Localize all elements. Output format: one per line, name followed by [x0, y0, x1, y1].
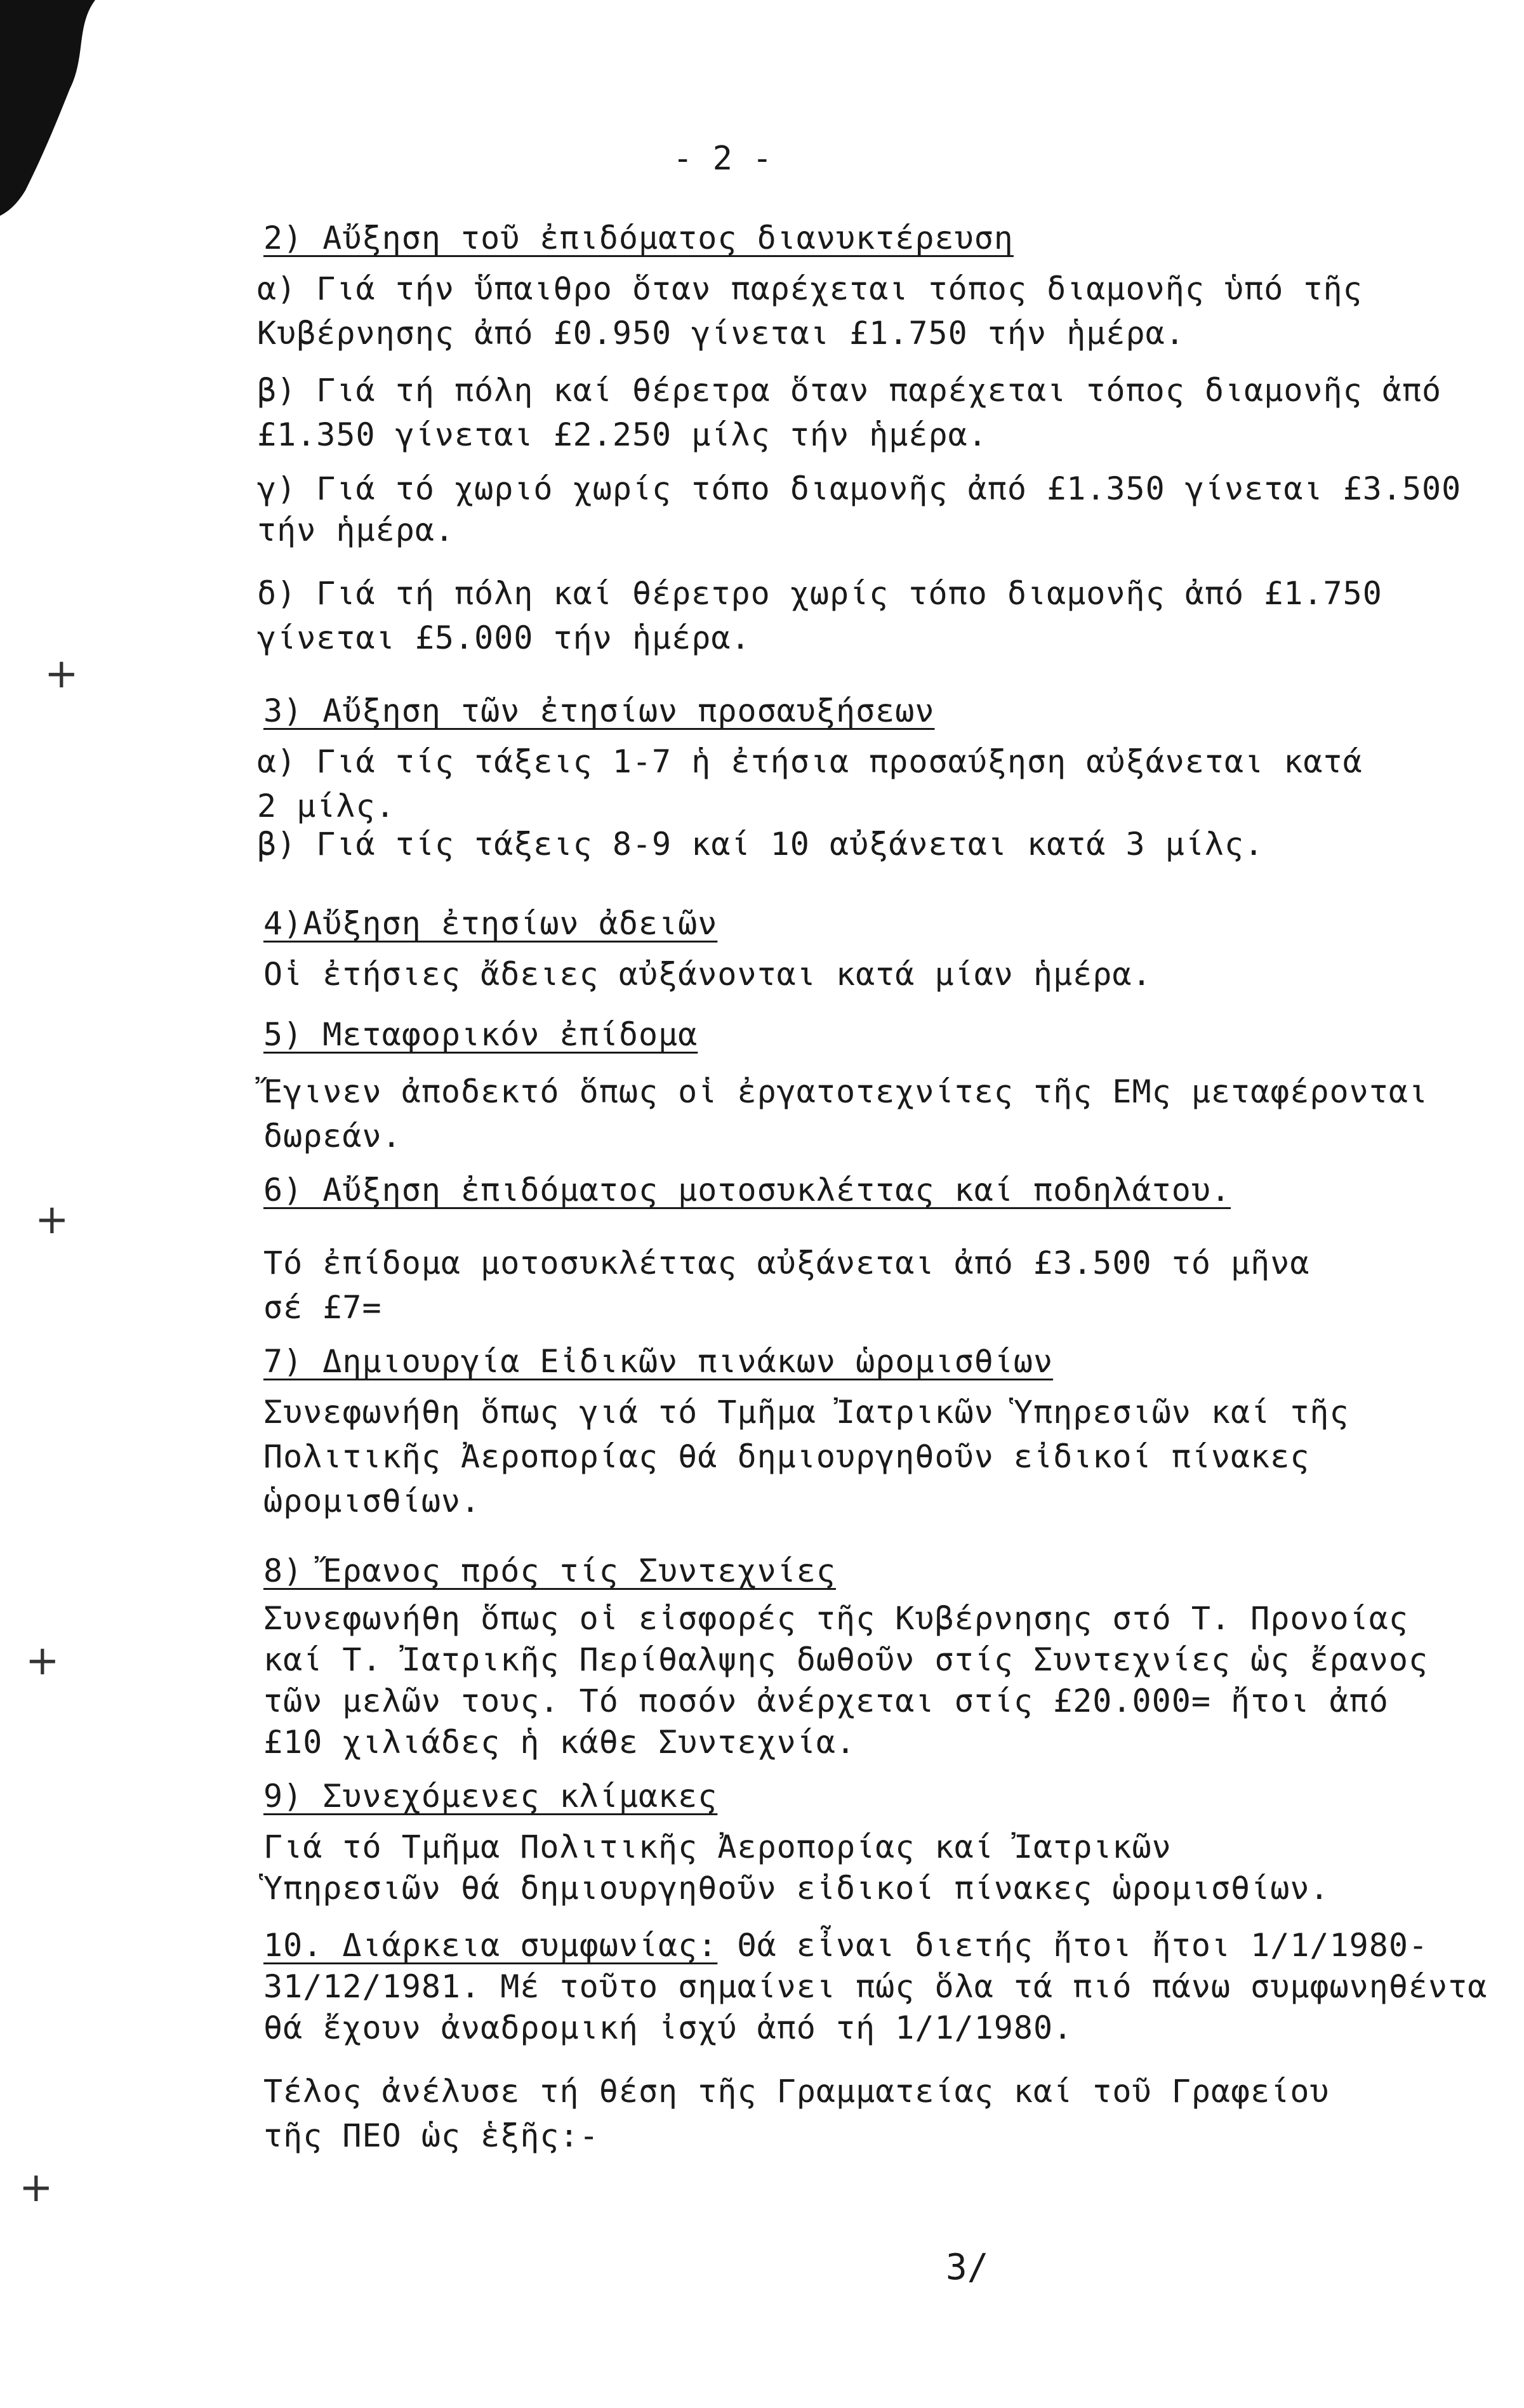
section-5-paragraph-line-1: Ἔγινεν ἀποδεκτό ὅπως οἱ ἐργατοτεχνίτες τῆς ΕΜς μεταφέρονται — [263, 1073, 1429, 1110]
section-2-item-b-line-2: £1.350 γίνεται £2.250 μίλς τήν ἡμέρα. — [257, 416, 988, 453]
section-7-paragraph-line-2: Πολιτικῆς Ἀεροπορίας θά δημιουργηθοῦν εἰδικοί πίνακες — [263, 1438, 1310, 1475]
section-9-paragraph-line-2: Ὑπηρεσιῶν θά δημιουργηθοῦν εἰδικοί πίνακες ὡρομισθίων. — [263, 1870, 1330, 1907]
section-6-paragraph-line-2: σέ £7= — [263, 1289, 382, 1326]
margin-mark-1: + — [44, 651, 79, 698]
section-2-item-d-line-1: δ) Γιά τή πόλη καί θέρετρο χωρίς τόπο διαμονῆς ἀπό £1.750 — [257, 575, 1382, 612]
corner-ink-blot — [0, 0, 102, 216]
closing-line-1: Τέλος ἀνέλυσε τή θέση τῆς Γραμματείας καί τοῦ Γραφείου — [263, 2073, 1330, 2110]
section-2-item-a-line-2: Κυβέρνησης ἀπό £0.950 γίνεται £1.750 τήν ἡμέρα. — [257, 315, 1185, 352]
margin-mark-3: + — [25, 1637, 60, 1684]
section-2-item-a-line-1: α) Γιά τήν ὕπαιθρο ὅταν παρέχεται τόπος διαμονῆς ὑπό τῆς — [257, 270, 1363, 307]
section-8-paragraph-line-1: Συνεφωνήθη ὅπως οἱ εἰσφορές τῆς Κυβέρνησης στό Τ. Προνοίας — [263, 1600, 1408, 1637]
section-7-heading: 7) Δημιουργία Εἰδικῶν πινάκων ὡρομισθίων — [263, 1343, 1054, 1380]
section-2-item-b-line-1: β) Γιά τή πόλη καί θέρετρα ὅταν παρέχεται τόπος διαμονῆς ἀπό — [257, 372, 1442, 409]
agreement-heading: 10. Διάρκεια συμφωνίας: — [263, 1927, 718, 1964]
section-3-heading: 3) Αὔξηση τῶν ἐτησίων προσαυξήσεων — [263, 692, 935, 729]
section-3-item-a-line-1: α) Γιά τίς τάξεις 1-7 ἡ ἐτήσια προσαύξηση αὐξάνεται κατά — [257, 743, 1363, 780]
section-2-item-c-line-2: τήν ἡμέρα. — [257, 512, 455, 548]
section-2-heading: 2) Αὔξηση τοῦ ἐπιδόματος διανυκτέρευση — [263, 220, 1014, 256]
margin-mark-2: + — [35, 1196, 69, 1243]
agreement-first-line-rest: Θά εἶναι διετής ἤτοι ἤτοι 1/1/1980- — [717, 1927, 1429, 1964]
section-8-paragraph-line-2: καί Τ. Ἰατρικῆς Περίθαλψης δωθοῦν στίς Συντεχνίες ὡς ἔρανος — [263, 1641, 1429, 1678]
agreement-first-line — [263, 1926, 1428, 1964]
section-8-paragraph-line-4: £10 χιλιάδες ἡ κάθε Συντεχνία. — [263, 1724, 856, 1761]
agreement-line-2: 31/12/1981. Μέ τοῦτο σημαίνει πώς ὅλα τά πιό πάνω συμφωνηθέντα — [263, 1968, 1488, 2005]
agreement-line-3: θά ἔχουν ἀναδρομική ἰσχύ ἀπό τή 1/1/1980. — [263, 2009, 1073, 2046]
section-8-paragraph-line-3: τῶν μελῶν τους. Τό ποσόν ἀνέρχεται στίς £20.000= ἤτοι ἀπό — [263, 1683, 1389, 1719]
page-number: - 2 - — [673, 140, 772, 178]
section-3-item-b-line-1: β) Γιά τίς τάξεις 8-9 καί 10 αὐξάνεται κατά 3 μίλς. — [257, 826, 1264, 863]
section-5-paragraph-line-2: δωρεάν. — [263, 1118, 402, 1154]
section-3-item-a-line-2: 2 μίλς. — [257, 788, 395, 824]
section-4-heading: 4)Αὔξηση ἐτησίων ἀδειῶν — [263, 905, 718, 942]
section-9-heading: 9) Συνεχόμενες κλίμακες — [263, 1778, 718, 1815]
section-2-item-d-line-2: γίνεται £5.000 τήν ἡμέρα. — [257, 619, 751, 656]
section-6-paragraph-line-1: Τό ἐπίδομα μοτοσυκλέττας αὐξάνεται ἀπό £3.500 τό μῆνα — [263, 1245, 1310, 1281]
section-7-paragraph-line-1: Συνεφωνήθη ὅπως γιά τό Τμῆμα Ἰατρικῶν Ὑπηρεσιῶν καί τῆς — [263, 1394, 1349, 1431]
section-6-heading: 6) Αὔξηση ἐπιδόματος μοτοσυκλέττας καί ποδηλάτου. — [263, 1172, 1231, 1208]
margin-mark-4: + — [19, 2164, 53, 2211]
section-8-heading: 8) Ἔρανος πρός τίς Συντεχνίες — [263, 1552, 836, 1589]
section-7-paragraph-line-3: ὡρομισθίων. — [263, 1483, 481, 1519]
section-5-heading: 5) Μεταφορικόν ἐπίδομα — [263, 1016, 698, 1053]
section-4-paragraph-line-1: Οἱ ἐτήσιες ἄδειες αὐξάνονται κατά μίαν ἡμέρα. — [263, 956, 1152, 993]
closing-line-2: τῆς ΠΕΟ ὡς ἑξῆς:- — [263, 2117, 599, 2154]
continuation-marker: 3/ — [946, 2247, 989, 2288]
section-2-item-c-line-1: γ) Γιά τό χωριό χωρίς τόπο διαμονῆς ἀπό £1.350 γίνεται £3.500 — [257, 470, 1462, 507]
section-9-paragraph-line-1: Γιά τό Τμῆμα Πολιτικῆς Ἀεροπορίας καί Ἰατρικῶν — [263, 1829, 1172, 1865]
